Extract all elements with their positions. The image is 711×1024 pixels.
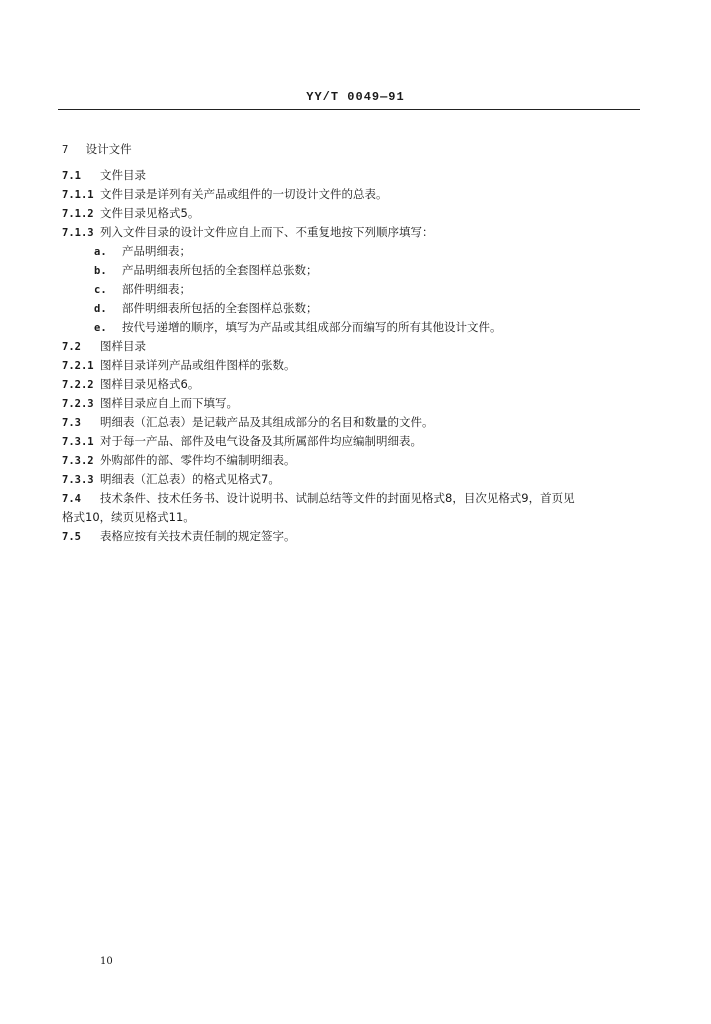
list-item-d — [62, 299, 640, 318]
clause-7-1 — [62, 166, 640, 185]
item-text: 产品明细表所包括的全套图样总张数； — [122, 263, 318, 277]
section-heading — [62, 140, 640, 159]
clause-text: 图样目录见格式6。 — [100, 377, 200, 391]
clause-7-2 — [62, 337, 640, 356]
clause-text: 图样目录应自上而下填写。 — [100, 396, 238, 410]
clause-text: 表格应按有关技术责任制的规定签字。 — [100, 529, 296, 543]
clause-7-2-2 — [62, 375, 640, 394]
document-code-header: YY/T 0049—91 — [306, 90, 405, 104]
item-letter: c. — [94, 284, 107, 296]
clause-text: 文件目录见格式5。 — [100, 206, 200, 220]
item-text: 部件明细表所包括的全套图样总张数； — [122, 301, 318, 315]
list-item-b — [62, 261, 640, 280]
list-item-a — [62, 242, 640, 261]
clause-number: 7.2 — [62, 341, 81, 353]
clause-7-3-3 — [62, 470, 640, 489]
item-letter: e. — [94, 322, 107, 334]
list-item-e — [62, 318, 640, 337]
clause-number: 7.5 — [62, 531, 81, 543]
page-number: 10 — [100, 956, 113, 967]
clause-number: 7.3 — [62, 417, 81, 429]
clause-7-1-3 — [62, 223, 640, 242]
item-text: 产品明细表； — [122, 244, 191, 258]
clause-text: 明细表（汇总表）的格式见格式7。 — [100, 472, 280, 486]
item-letter: b. — [94, 265, 107, 277]
clause-number: 7.1 — [62, 170, 81, 182]
clause-7-2-1 — [62, 356, 640, 375]
document-body — [62, 140, 640, 546]
clause-7-5 — [62, 527, 640, 546]
clause-number: 7.1.1 — [62, 189, 94, 201]
clause-7-3 — [62, 413, 640, 432]
clause-text: 文件目录是详列有关产品或组件的一切设计文件的总表。 — [100, 187, 388, 201]
section-number: 7 — [62, 144, 69, 156]
clause-7-3-1 — [62, 432, 640, 451]
clause-number: 7.1.3 — [62, 227, 94, 239]
clause-number: 7.4 — [62, 493, 81, 505]
clause-number: 7.2.2 — [62, 379, 94, 391]
clause-7-1-2 — [62, 204, 640, 223]
clause-text: 外购部件的部、零件均不编制明细表。 — [100, 453, 296, 467]
clause-number: 7.2.3 — [62, 398, 94, 410]
clause-text: 图样目录 — [100, 339, 146, 353]
clause-number: 7.3.1 — [62, 436, 94, 448]
clause-7-4-continuation: 格式10，续页见格式11。 — [62, 510, 195, 524]
clause-number: 7.3.3 — [62, 474, 94, 486]
item-letter: d. — [94, 303, 107, 315]
clause-7-2-3 — [62, 394, 640, 413]
clause-number: 7.2.1 — [62, 360, 94, 372]
clause-text: 列入文件目录的设计文件应自上而下、不重复地按下列顺序填写： — [100, 225, 434, 239]
clause-text: 技术条件、技术任务书、设计说明书、试制总结等文件的封面见格式8，目次见格式9，首页见 — [100, 491, 575, 505]
item-text: 按代号递增的顺序，填写为产品或其组成部分而编写的所有其他设计文件。 — [122, 320, 502, 334]
clause-text: 文件目录 — [100, 168, 146, 182]
header-rule — [58, 109, 640, 110]
clause-7-4 — [62, 489, 640, 508]
item-letter: a. — [94, 246, 107, 258]
clause-text: 图样目录详列产品或组件图样的张数。 — [100, 358, 296, 372]
clause-number: 7.1.2 — [62, 208, 94, 220]
clause-7-3-2 — [62, 451, 640, 470]
clause-text: 明细表（汇总表）是记载产品及其组成部分的名目和数量的文件。 — [100, 415, 434, 429]
section-title: 设计文件 — [85, 142, 132, 156]
list-item-c — [62, 280, 640, 299]
item-text: 部件明细表； — [122, 282, 191, 296]
clause-7-1-1 — [62, 185, 640, 204]
clause-text: 对于每一产品、部件及电气设备及其所属部件均应编制明细表。 — [100, 434, 422, 448]
clause-number: 7.3.2 — [62, 455, 94, 467]
